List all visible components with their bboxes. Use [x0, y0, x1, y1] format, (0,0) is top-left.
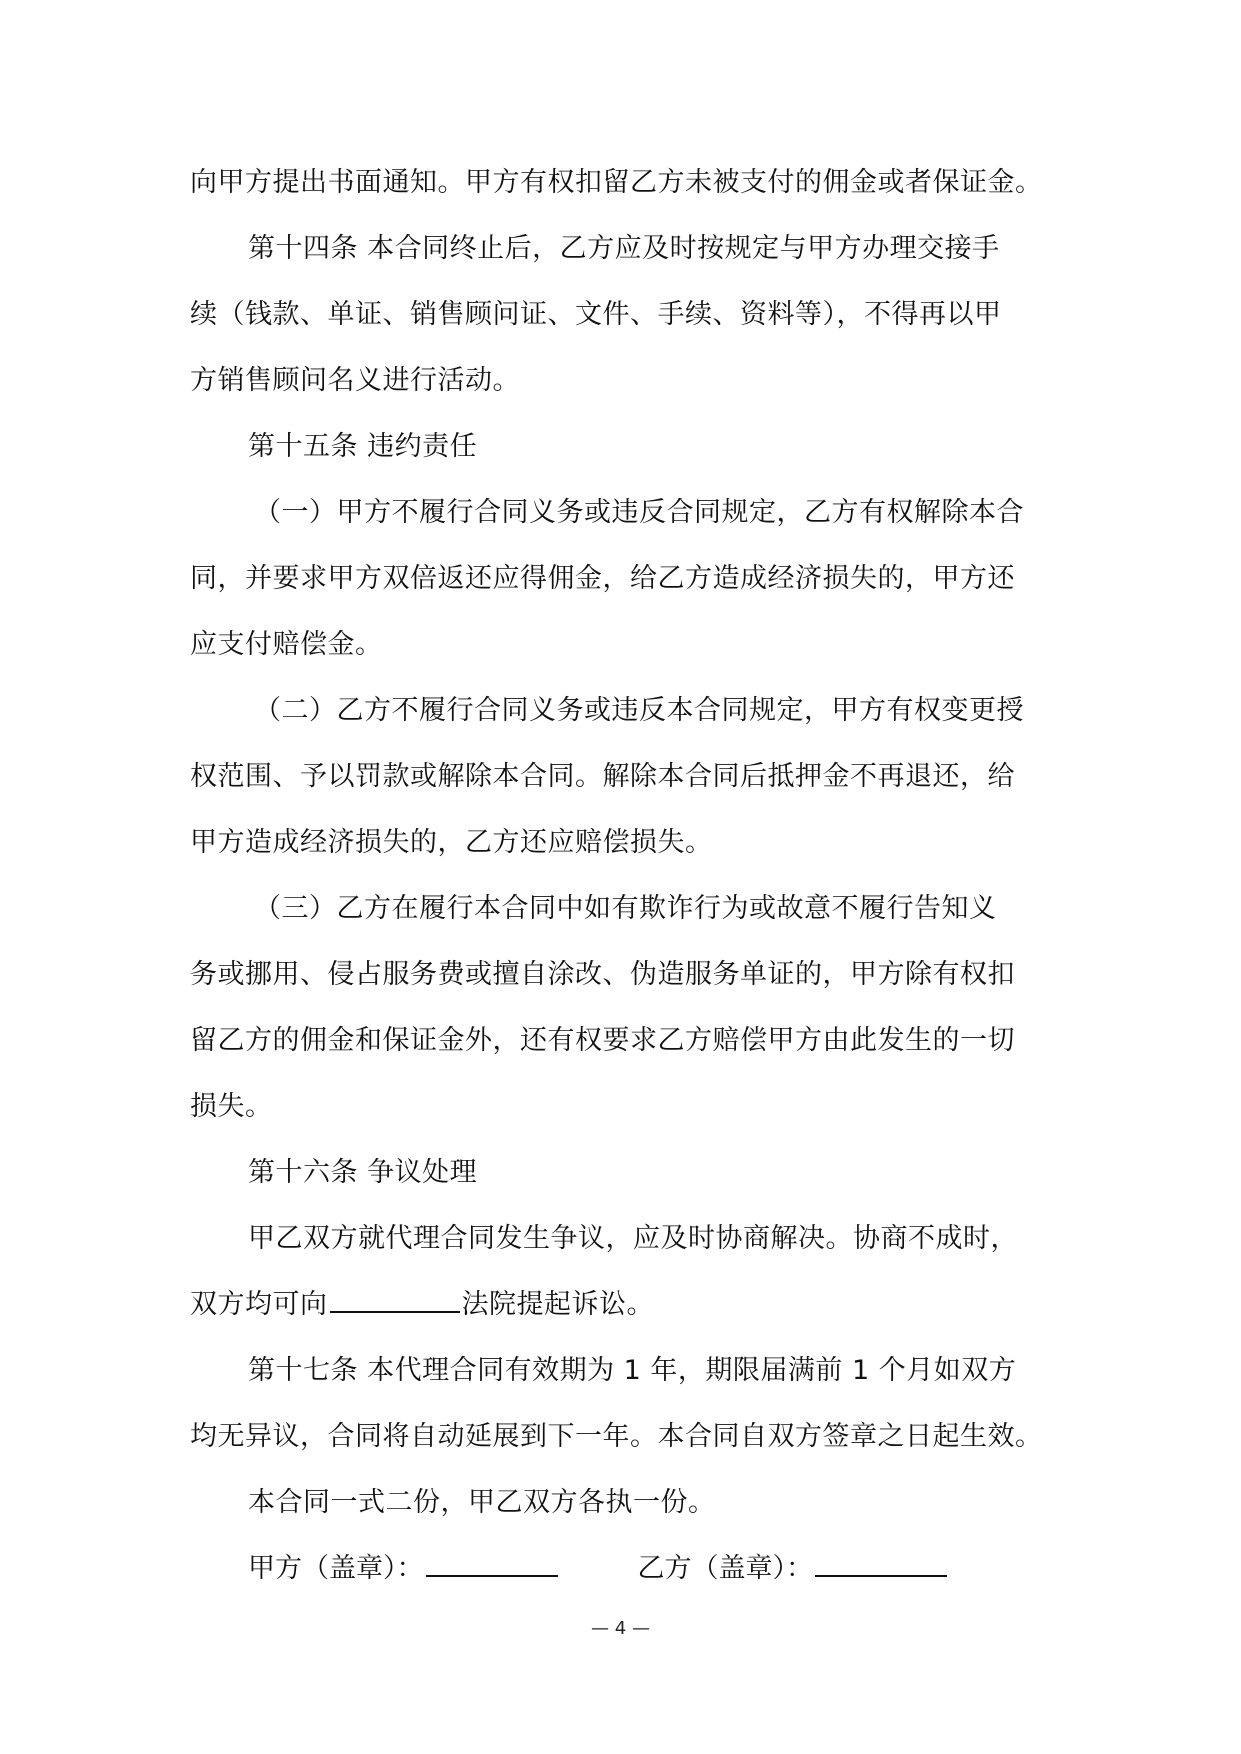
court-blank-field	[330, 1281, 460, 1313]
page-number: — 4 —	[591, 1618, 650, 1639]
clause-3-line: （三）乙方在履行本合同中如有欺诈行为或故意不履行告知义	[254, 893, 997, 924]
article-14-line: 第十四条 本合同终止后，乙方应及时按规定与甲方办理交接手	[248, 233, 1000, 264]
paragraph-line: 权范围、予以罚款或解除本合同。解除本合同后抵押金不再退还，给	[190, 761, 1015, 792]
clause-2-line: （二）乙方不履行合同义务或违反本合同规定，甲方有权变更授	[254, 695, 1024, 726]
paragraph-line: 均无异议，合同将自动延展到下一年。本合同自双方签章之日起生效。	[190, 1421, 1043, 1452]
party-b-seal-label: 乙方（盖章）：	[637, 1553, 813, 1584]
article-17-line: 第十七条 本代理合同有效期为 1 年，期限届满前 1 个月如双方	[248, 1355, 1017, 1386]
paragraph-line: 损失。	[190, 1091, 273, 1122]
paragraph-line: 向甲方提出书面通知。甲方有权扣留乙方未被支付的佣金或者保证金。	[190, 167, 1043, 198]
paragraph-line: 留乙方的佣金和保证金外，还有权要求乙方赔偿甲方由此发生的一切	[190, 1025, 1015, 1056]
paragraph-line: 应支付赔偿金。	[190, 629, 383, 660]
article-16-heading: 第十六条 争议处理	[248, 1157, 478, 1188]
court-line-prefix: 双方均可向	[190, 1289, 328, 1320]
paragraph-line: 方销售顾问名义进行活动。	[190, 365, 520, 396]
party-a-seal-label: 甲方（盖章）：	[248, 1553, 424, 1584]
party-b-seal-blank	[815, 1545, 947, 1577]
paragraph-line: 务或挪用、侵占服务费或擅自涂改、伪造服务单证的，甲方除有权扣	[190, 959, 1015, 990]
paragraph-line: 同，并要求甲方双倍返还应得佣金，给乙方造成经济损失的，甲方还	[190, 563, 1015, 594]
court-line-suffix: 法院提起诉讼。	[461, 1289, 654, 1320]
signature-row	[190, 1536, 1062, 1602]
paragraph-line: 续（钱款、单证、销售顾问证、文件、手续、资料等），不得再以甲	[190, 299, 1002, 330]
court-line	[190, 1272, 1062, 1338]
article-15-heading: 第十五条 违约责任	[248, 431, 478, 462]
clause-1-line: （一）甲方不履行合同义务或违反合同规定，乙方有权解除本合	[254, 497, 1024, 528]
document-body	[190, 150, 1062, 1602]
copies-line: 本合同一式二份，甲乙双方各执一份。	[248, 1487, 716, 1518]
paragraph-line: 甲乙双方就代理合同发生争议，应及时协商解决。协商不成时，	[248, 1223, 1018, 1254]
paragraph-line: 甲方造成经济损失的，乙方还应赔偿损失。	[190, 827, 713, 858]
party-a-seal-blank	[426, 1545, 558, 1577]
